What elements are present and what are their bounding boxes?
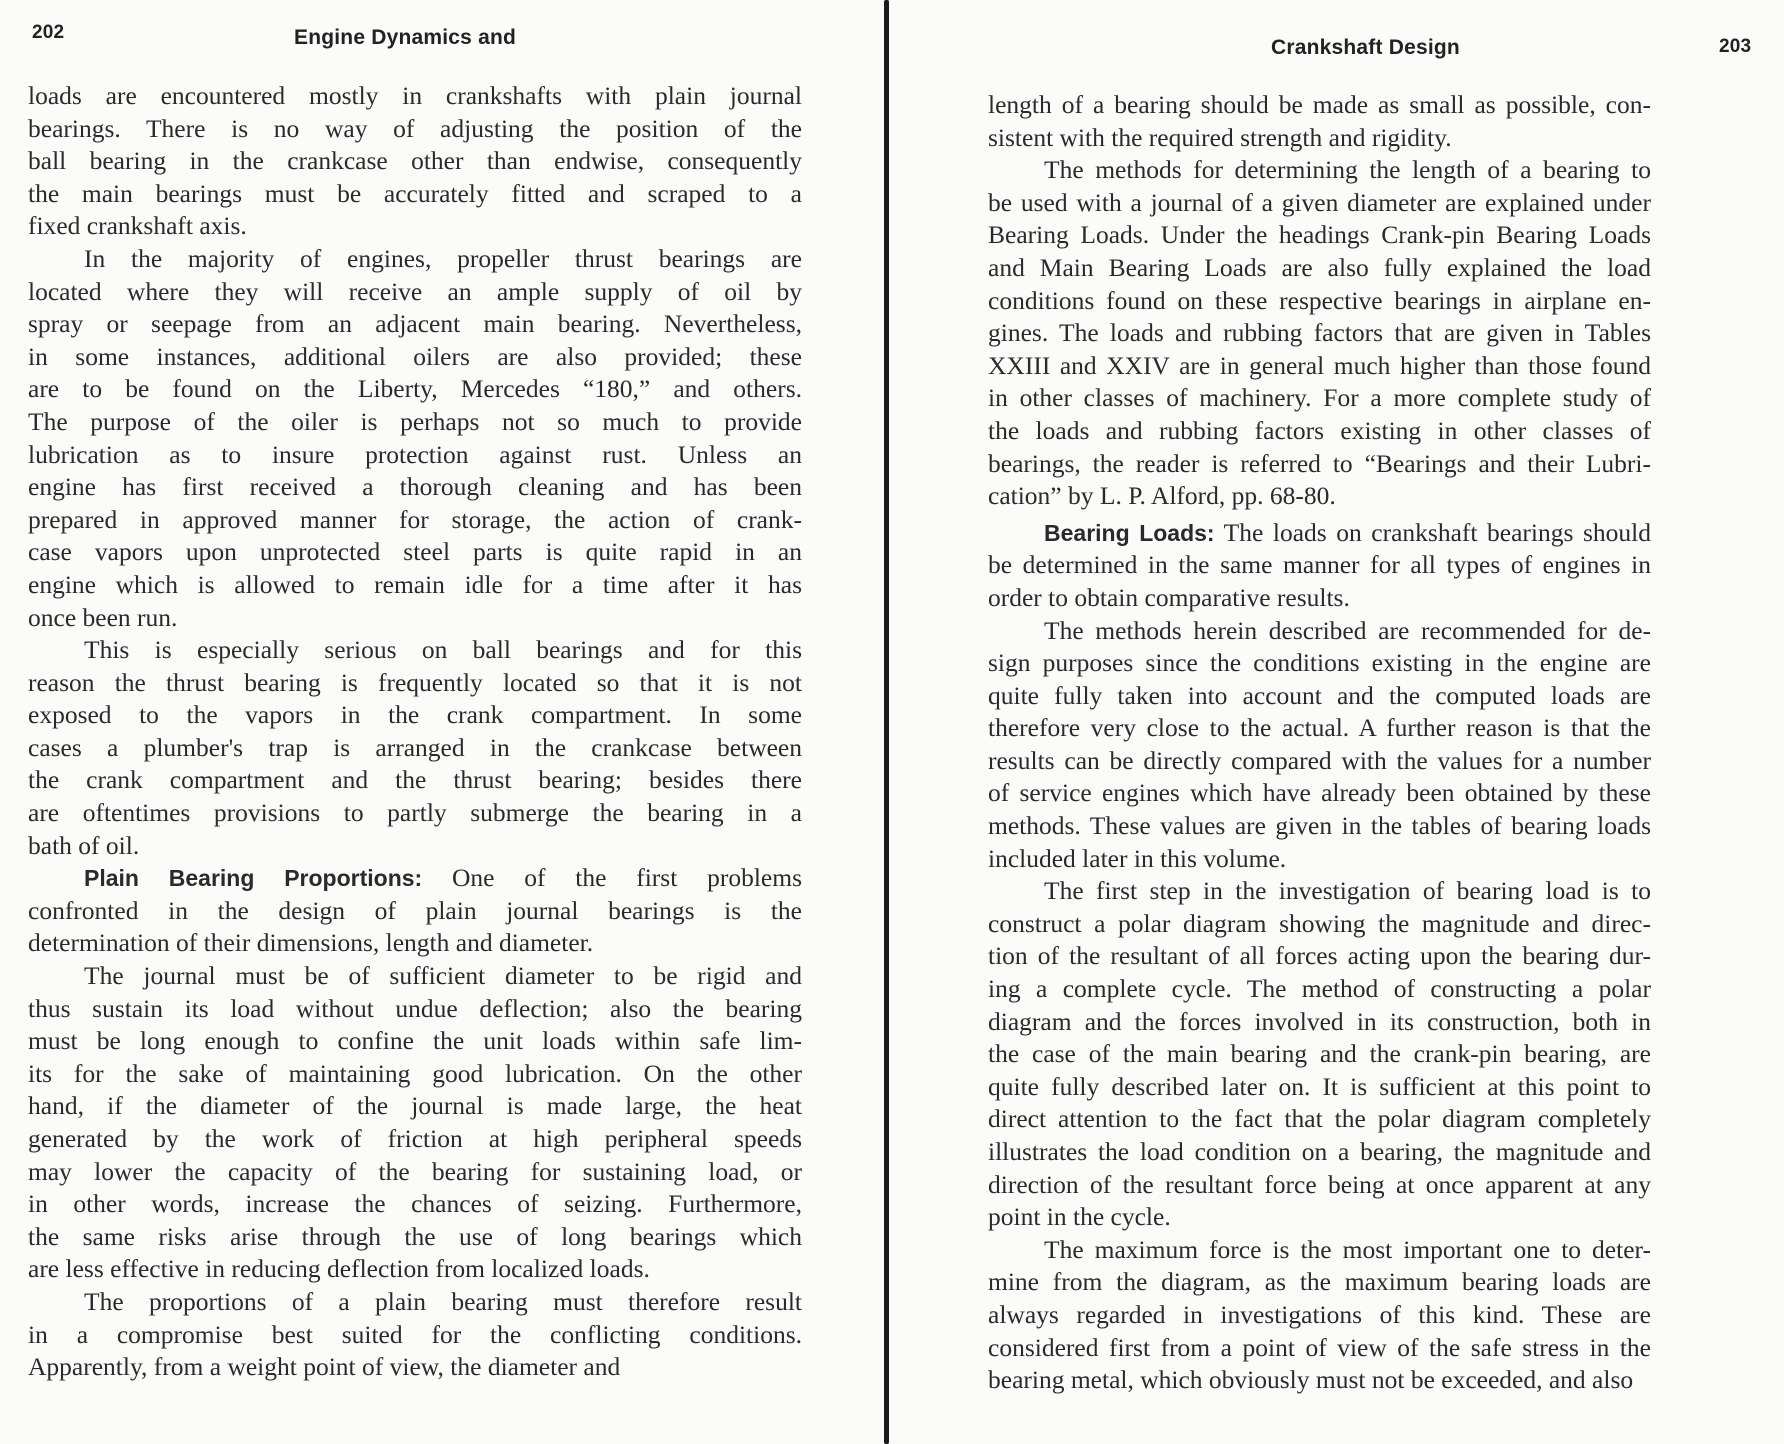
paragraph [988,1234,1651,1397]
text-line: direction of the resultant force being at once apparent at any [988,1169,1651,1199]
text-run: The loads on crankshaft bearings should [1214,517,1651,547]
text-line: of service engines which have already been obtained by these [988,778,1651,808]
text-line: the main bearings must be accurately fitted and scraped to a [28,178,802,208]
text-line: the same risks arise through the use of long bearings which [28,1221,802,1251]
text-line: the case of the main bearing and the crank-pin bearing, are [988,1039,1651,1069]
right-body-text [988,89,1651,1397]
text-line: prepared in approved manner for storage, the action of crank- [28,504,802,534]
text-line: bearing metal, which obviously must not be exceeded, and also [988,1365,1634,1395]
section-heading: Bearing Loads: [1044,519,1215,546]
text-line: quite fully described later on. It is sufficient at this point to [988,1071,1651,1101]
text-line: bearings, the reader is referred to “Bearings and their Lubri- [988,448,1651,478]
paragraph [988,154,1651,513]
text-line: therefore very close to the actual. A further reason is that the [988,713,1651,743]
paragraph [28,862,802,960]
text-line: illustrates the load condition on a bearing, the magnitude and [988,1137,1651,1166]
text-line: conditions found on these respective bearings in airplane en- [988,285,1651,315]
text-line: sistent with the required strength and rigidity. [988,122,1452,152]
text-line: thus sustain its load without undue deflection; also the bearing [28,993,802,1023]
paragraph [28,1286,802,1384]
text-line: must be long enough to confine the unit loads within safe lim- [28,1026,802,1056]
text-line: in some instances, additional oilers are also provided; these [28,341,802,371]
text-line: ing a complete cycle. The method of constructing a polar [988,974,1651,1004]
text-line: The maximum force is the most important one to deter- [1044,1234,1651,1264]
right-page [893,0,1784,1444]
paragraph [988,875,1651,1234]
text-line: mine from the diagram, as the maximum bearing loads are [988,1267,1651,1297]
text-line: lubrication as to insure protection against rust. Unless an [28,439,802,469]
text-line: engine which is allowed to remain idle for a time after it has [28,569,802,599]
text-line: The methods for determining the length of a bearing to [1044,155,1651,185]
paragraph [28,634,802,862]
left-page [0,0,885,1444]
text-line: the loads and rubbing factors existing in other classes of [988,415,1651,445]
text-line: and Main Bearing Loads are also fully explained the load [988,252,1651,282]
text-line: length of a bearing should be made as small as possible, con- [988,90,1651,119]
text-line: loads are encountered mostly in crankshafts with plain journal [28,81,802,110]
text-line: may lower the capacity of the bearing for sustaining load, or [28,1156,802,1186]
text-line: point in the cycle. [988,1202,1171,1232]
text-run: One of the first problems [422,863,803,893]
left-running-head: Engine Dynamics and [294,26,517,49]
text-line: the crank compartment and the thrust bearing; besides there [28,765,802,795]
text-line: be used with a journal of a given diameter are explained under [988,187,1651,217]
text-line: sign purposes since the conditions existing in the engine are [988,648,1651,678]
text-line: confronted in the design of plain journal bearings is the [28,895,802,925]
right-running-head: Crankshaft Design [1271,36,1460,59]
text-line: Bearing Loads. Under the headings Crank-pin Bearing Loads [988,220,1651,250]
right-page-number: 203 [1719,36,1752,57]
paragraph [988,615,1651,876]
text-line: its for the sake of maintaining good lubrication. On the other [28,1058,802,1088]
text-line: This is especially serious on ball bearings and for this [84,635,802,665]
text-line: reason the thrust bearing is frequently located so that it is not [28,667,802,697]
text-line: engine has first received a thorough cleaning and has been [28,472,802,502]
section-heading: Plain Bearing Proportions: [84,865,423,892]
text-line: cation” by L. P. Alford, pp. 68-80. [988,481,1336,511]
page-gutter-divider [884,0,889,1444]
text-line: in other classes of machinery. For a more complete study of [988,383,1651,413]
text-line: case vapors upon unprotected steel parts is quite rapid in an [28,537,802,567]
text-line: hand, if the diameter of the journal is made large, the heat [28,1091,802,1121]
paragraph [28,243,802,634]
text-line: are to be found on the Liberty, Mercedes “180,” and others. [28,374,802,404]
text-line: be determined in the same manner for all types of engines in [988,550,1651,580]
text-line: quite fully taken into account and the computed loads are [988,680,1651,710]
text-line: methods. These values are given in the tables of bearing loads [988,811,1651,841]
paragraph [28,960,802,1286]
text-line: XXIII and XXIV are in general much higher than those found [988,350,1651,380]
text-line: ball bearing in the crankcase other than endwise, consequently [28,146,802,176]
text-line: cases a plumber's trap is arranged in the crankcase between [28,732,802,762]
text-line: The purpose of the oiler is perhaps not so much to provide [28,406,802,436]
paragraph [988,517,1651,615]
text-line: tion of the resultant of all forces acting upon the bearing dur- [988,941,1651,971]
text-line: once been run. [28,602,178,632]
text-line: located where they will receive an ample supply of oil by [28,276,802,306]
left-page-number: 202 [32,22,65,43]
text-line: results can be directly compared with the values for a number [988,745,1651,775]
text-line: In the majority of engines, propeller thrust bearings are [84,243,802,273]
text-line: always regarded in investigations of this kind. These are [988,1299,1651,1329]
text-line: Apparently, from a weight point of view, the diameter and [28,1352,621,1382]
text-line: generated by the work of friction at high peripheral speeds [28,1124,802,1153]
text-line: diagram and the forces involved in its construction, both in [988,1006,1651,1036]
text-line: The first step in the investigation of bearing load is to [1044,876,1651,906]
text-line [28,862,802,895]
text-line: determination of their dimensions, length and diameter. [28,928,594,958]
paragraph [988,89,1651,154]
text-line: included later in this volume. [988,843,1287,873]
text-line: in other words, increase the chances of seizing. Furthermore, [28,1189,802,1219]
text-line: considered first from a point of view of the safe stress in the [988,1332,1651,1362]
paragraph [28,80,802,243]
text-line: bearings. There is no way of adjusting the position of the [28,113,802,143]
text-line: exposed to the vapors in the crank compartment. In some [28,700,802,730]
text-line: gines. The loads and rubbing factors that are given in Tables [988,318,1651,348]
text-line: direct attention to the fact that the polar diagram completely [988,1104,1651,1134]
text-line: are oftentimes provisions to partly submerge the bearing in a [28,798,802,828]
text-line: spray or seepage from an adjacent main bearing. Nevertheless, [28,309,802,339]
text-line: in a compromise best suited for the conflicting conditions. [28,1319,802,1349]
text-line: fixed crankshaft axis. [28,211,247,241]
text-line: order to obtain comparative results. [988,582,1350,612]
left-body-text [28,80,802,1384]
text-line: construct a polar diagram showing the magnitude and direc- [988,908,1651,938]
text-line: The methods herein described are recommended for de- [1044,615,1651,645]
text-line: bath of oil. [28,830,140,860]
text-line: The proportions of a plain bearing must therefore result [84,1286,802,1316]
text-line [988,517,1651,550]
text-line: are less effective in reducing deflection from localized loads. [28,1254,650,1284]
text-line: The journal must be of sufficient diameter to be rigid and [84,961,802,991]
